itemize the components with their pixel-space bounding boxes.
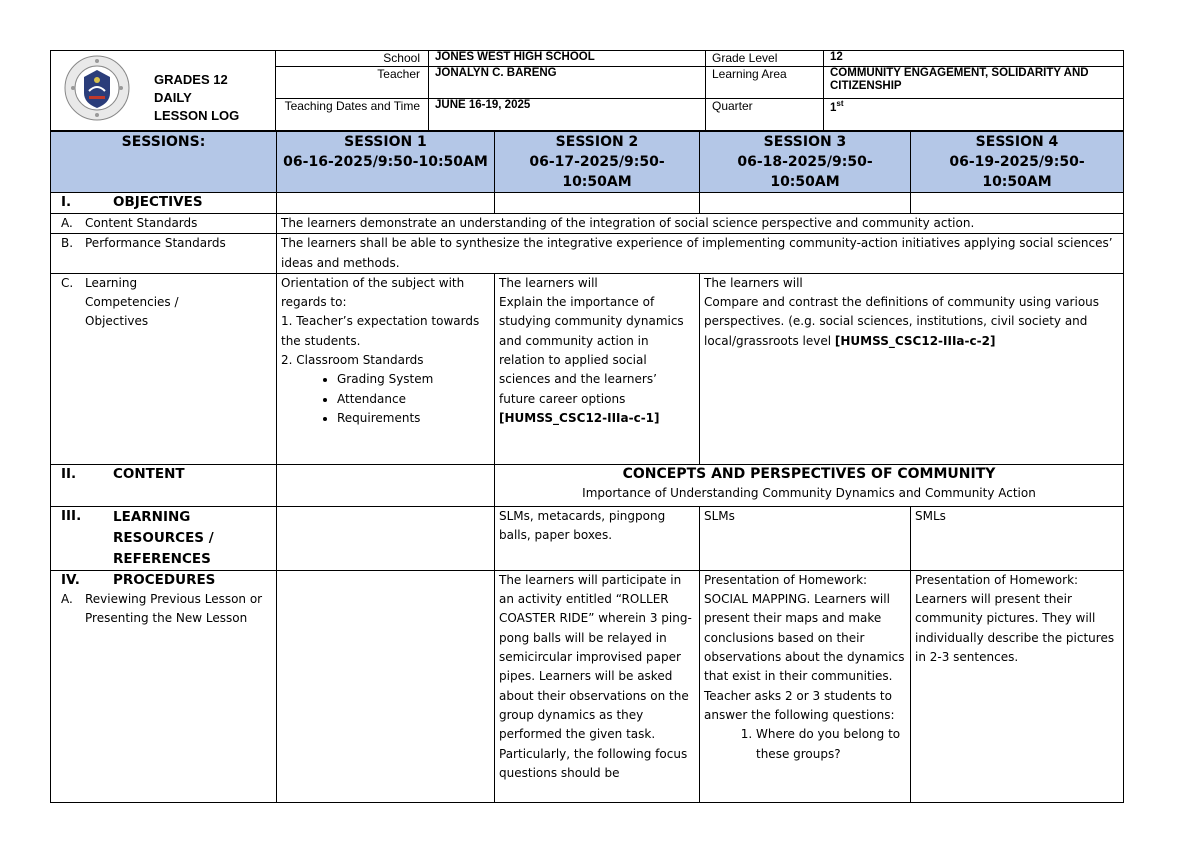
teacher-value: JONALYN C. BARENG <box>429 67 706 99</box>
session-2-procedure: The learners will participate in an activity entitled “ROLLER COASTER RIDE” wherein 3 ping-pong balls will be relayed in semicircular improvised paper pipes. Learners will be asked about their observations on the group dynamics as they performed the given task. Particularly, the following focus questions should be <box>495 570 700 802</box>
procedures-row <box>51 570 1124 802</box>
header-title <box>154 71 239 125</box>
quarter-suffix: st <box>836 99 844 108</box>
session-4-resources: SMLs <box>911 506 1124 570</box>
session-date: 06-16-2025/9:50-10:50AM <box>283 154 488 170</box>
item-letter: A. <box>61 216 73 230</box>
session-2-competencies <box>495 273 700 464</box>
session-date: 06-19-2025/9:50-10:50AM <box>949 154 1085 190</box>
objectives-heading <box>51 193 277 214</box>
session-3-procedure <box>700 570 911 802</box>
lesson-table <box>50 131 1124 803</box>
section-title: LEARNING RESOURCES / REFERENCES <box>113 508 214 567</box>
content-standards-row <box>51 214 1124 234</box>
teacher-label: Teacher <box>276 67 429 99</box>
header-table <box>50 50 1124 131</box>
section-title: CONTENT <box>113 465 185 482</box>
s34-intro: The learners will <box>704 275 803 290</box>
area-label: Learning Area <box>706 67 824 99</box>
s3-homework: Presentation of Homework: SOCIAL MAPPING. Learners will present their maps and make conclusions based on their observations about the dynamics that exist in their communities. <box>704 572 905 684</box>
session-name: SESSION 2 <box>555 134 639 150</box>
session-name: SESSION 4 <box>975 134 1059 150</box>
resources-row <box>51 506 1124 570</box>
dates-value: JUNE 16-19, 2025 <box>429 99 706 131</box>
session-3-4-competencies <box>700 273 1124 464</box>
title-line: LESSON LOG <box>154 108 240 123</box>
quarter-number: 1 <box>830 101 837 114</box>
s2-intro: The learners will <box>499 275 598 290</box>
list-item: • Attendance <box>337 390 490 409</box>
session-3-resources: SLMs <box>700 506 911 570</box>
content-standards-text: The learners demonstrate an understanding of the integration of social science perspective and community action. <box>277 214 1124 234</box>
section-title: PROCEDURES <box>113 571 216 588</box>
session-date: 06-18-2025/9:50-10:50AM <box>737 154 873 190</box>
school-label: School <box>276 51 429 67</box>
quarter-label: Quarter <box>706 99 824 131</box>
list-item: 1. Where do you belong to these groups? <box>756 725 906 764</box>
item-label: Learning Competencies / Objectives <box>85 275 179 329</box>
dates-label: Teaching Dates and Time <box>276 99 429 131</box>
list-item: • Requirements <box>337 409 490 428</box>
sessions-row <box>51 132 1124 193</box>
item-letter: B. <box>61 236 74 251</box>
s3-questions-intro: Teacher asks 2 or 3 students to answer the following questions: <box>704 688 895 722</box>
s34-text: Compare and contrast the definitions of community using various perspectives. (e.g. social sciences, institutions, civil society and local/grassroots level <box>704 295 1100 348</box>
section-number: II. <box>61 465 77 482</box>
session-date: 06-17-2025/9:50-10:50AM <box>529 154 665 190</box>
content-heading-text: CONCEPTS AND PERSPECTIVES OF COMMUNITY <box>622 465 996 482</box>
content-subheading: Importance of Understanding Community Dynamics and Community Action <box>582 486 1036 501</box>
s2-text: Explain the importance of studying community dynamics and community action in relation to applied social sciences and the learners’ future career options <box>499 295 684 406</box>
performance-standards-row <box>51 234 1124 274</box>
s1-item-1: 1. Teacher’s expectation towards the students. <box>281 314 480 348</box>
section-number: IV. <box>61 571 80 588</box>
s34-competency <box>704 293 1119 351</box>
s34-code: [HUMSS_CSC12-IIIa-c-2] <box>834 333 996 348</box>
school-value: JONES WEST HIGH SCHOOL <box>429 51 706 67</box>
section-number: I. <box>61 194 72 210</box>
title-line: DAILY <box>154 90 192 105</box>
session-2-header <box>495 132 700 193</box>
procedures-heading <box>51 570 277 802</box>
title-line: GRADES 12 <box>154 72 228 87</box>
content-topic <box>495 464 1124 506</box>
list-item: • Grading System <box>337 370 490 389</box>
content-row <box>51 464 1124 506</box>
session-2-resources: SLMs, metacards, pingpong balls, paper boxes. <box>495 506 700 570</box>
item-label: Content Standards <box>85 216 198 230</box>
s2-competency <box>499 293 695 428</box>
area-value: COMMUNITY ENGAGEMENT, SOLIDARITY AND CITIZENSHIP <box>824 67 1124 99</box>
grade-value: 12 <box>824 51 1124 67</box>
s1-bullet-list <box>281 370 490 428</box>
objectives-row <box>51 193 1124 214</box>
item-letter: A. <box>61 592 73 607</box>
competencies-label <box>51 273 277 464</box>
performance-standards-label <box>51 234 277 274</box>
item-letter: C. <box>61 275 74 290</box>
item-label: Reviewing Previous Lesson or Presenting the New Lesson <box>85 592 263 626</box>
grade-label: Grade Level <box>706 51 824 67</box>
performance-standards-text: The learners shall be able to synthesize the integrative experience of implementing community-action initiatives applying social sciences’ ideas and methods. <box>277 234 1124 274</box>
sessions-label: SESSIONS: <box>51 132 277 193</box>
quarter-value <box>824 99 1124 131</box>
s1-intro: Orientation of the subject with regards to: <box>281 275 465 310</box>
item-label: Performance Standards <box>85 236 226 251</box>
s2-code: [HUMSS_CSC12-IIIa-c-1] <box>499 410 660 425</box>
resources-heading <box>51 506 277 570</box>
header-logo-cell <box>51 51 276 131</box>
s3-question-list <box>704 725 906 764</box>
session-name: SESSION 1 <box>344 134 427 150</box>
session-4-procedure: Presentation of Homework: Learners will present their community pictures. They will individually describe the pictures in 2-3 sentences. <box>911 570 1124 802</box>
session-4-header <box>911 132 1124 193</box>
content-standards-label <box>51 214 277 234</box>
session-1-header <box>277 132 495 193</box>
deped-seal-icon <box>64 55 130 121</box>
session-3-header <box>700 132 911 193</box>
competencies-row <box>51 273 1124 464</box>
s1-item-2: 2. Classroom Standards <box>281 353 424 368</box>
session-name: SESSION 3 <box>763 134 847 150</box>
session-1-competencies <box>277 273 495 464</box>
section-number: III. <box>61 507 82 524</box>
content-heading <box>51 464 277 506</box>
section-title: OBJECTIVES <box>113 194 203 210</box>
